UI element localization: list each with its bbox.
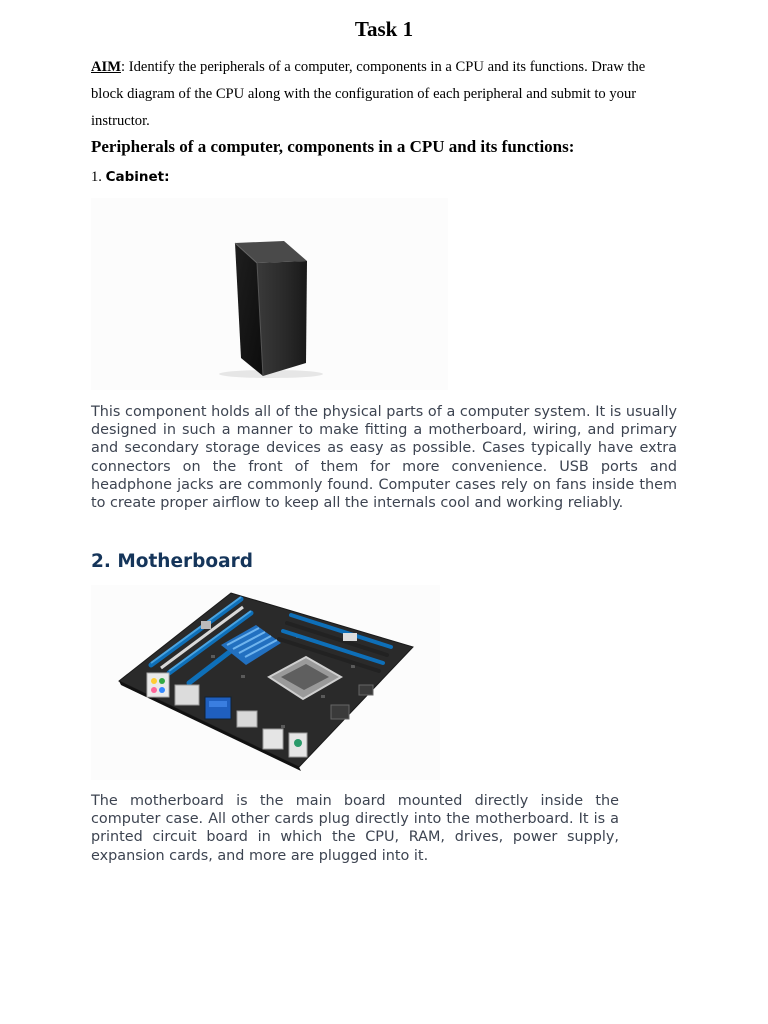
aim-paragraph (91, 54, 671, 135)
motherboard-icon (91, 585, 440, 780)
page-title: Task 1 (354, 17, 414, 41)
aim-text: : Identify the peripherals of a computer, components in a CPU and its functions. Draw the block diagram of the CPU along with the configuration of each peripheral and submit to your instructor. (91, 59, 646, 129)
motherboard-image (91, 585, 440, 780)
item-label: Cabinet: (105, 169, 170, 185)
motherboard-description: The motherboard is the main board mounted directly inside the computer case. All other cards plug directly into the motherboard. It is a printed circuit board in which the CPU, RAM, drives, power supply, expansion cards, and more are plugged into it. (91, 793, 619, 864)
aim-label: AIM (91, 59, 121, 75)
item-number: 1. (91, 169, 102, 185)
cabinet-tower-icon (91, 198, 448, 390)
section-heading: Peripherals of a computer, components in a CPU and its functions: (91, 137, 575, 156)
cabinet-description: This component holds all of the physical parts of a computer system. It is usually designed in such a manner to make fitting a motherboard, wiring, and primary and secondary storage devices as easy as possible. Cases typically have extra connectors on the front of them for more convenience. USB ports and headphone jacks are commonly found. Computer cases rely on fans inside them to create proper airflow to keep all the internals cool and working reliably. (91, 404, 677, 512)
motherboard-heading: 2. Motherboard (91, 551, 253, 572)
cabinet-image (91, 198, 448, 390)
item-cabinet-heading (91, 169, 170, 186)
